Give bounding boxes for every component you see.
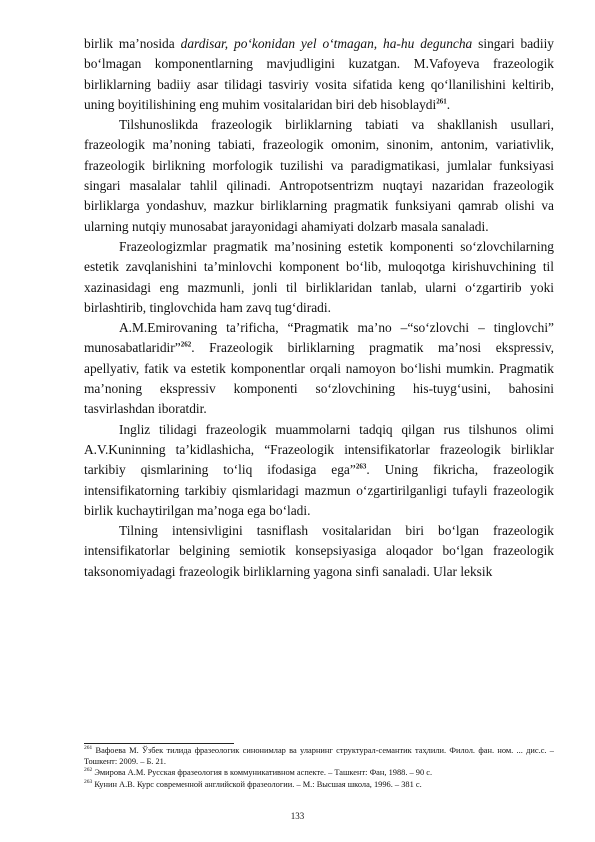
footnotes [84,745,554,790]
paragraph-5 [84,420,554,521]
paragraph-6: Tilning intensivligini tasniflash vositalaridan biri bo‘lgan frazeologik intensifikatorlar belgining semiotik konsepsiyasiga aloqador bo‘lgan frazeologik taksonomiyadagi frazeologik birliklarning yagona sinfi sanaladi. Ular leksik [84,523,554,579]
paragraph-text: A.M.Emirovaning ta’rificha, “Pragmatik ma’no –“so‘zlovchi – tinglovchi” munosabatlaridir” [84,320,554,356]
paragraph-text: . [446,96,451,112]
paragraph-text: birlik ma’nosida [84,36,181,51]
footnote-text: Эмирова А.М. Русская фразеология в коммуникативном аспекте. – Ташкент: Фан, 1988. – 90 с. [92,768,433,778]
footnote-text: Кунин А.В. Курс современной английской фразеологии. – М.: Высшая школа, 1996. – 381 с. [92,779,422,789]
italic-example-phrases: dardisar, po‘konidan yel o‘tmagan, ha-hu deguncha [180,36,473,51]
page-number: 133 [290,811,305,821]
paragraph-text: . Frazeologik birliklarning pragmatik ma’nosi ekspressiv, apellyativ, fatik va estetik komponentlar orqali namoyon bo‘lishi mumkin. Pragmatik ma’noning ekspressiv komponenti so‘zlovchining his-tuyg‘usini, bahosini tasvirlashdan iboratdir. [84,340,554,417]
footnote-number: 263 [84,778,93,785]
page-body [84,34,554,582]
footnote-number: 261 [84,745,93,752]
paragraph-2: Tilshunoslikda frazeologik birliklarning tabiati va shakllanish usullari, frazeologik ma’noning tabiati, frazeologik omonim, sinonim, antonim, variativlik, frazeologik birlikning morfologik tuzilishi va paradigmatikasi, jumlalar funksiyasi singari masalalar tahlil qilinadi. Antropotsentrizm nuqtayi nazaridan frazeologik birliklarga yondashuv, mazkur birliklarning pragmatik funksiyani qamrab olishi va ularning nutqiy munosabat jarayonidagi ahamiyati dolzarb masala sanaladi. [84,117,554,234]
paragraph-text: Ingliz tilidagi frazeologik muammolarni tadqiq qilgan rus tilshunos olimi A.V.Kuninning ta’kidlashicha, “Frazeologik intensifikatorlar frazeologik birliklar tarkibiy qismlarining to‘liq ifodasiga ega” [84,421,554,478]
footnote-divider [84,743,234,744]
footnote-263 [84,779,554,790]
paragraph-1 [84,34,554,115]
footnote-262 [84,767,554,778]
paragraph-3: Frazeologizmlar pragmatik ma’nosining estetik komponenti so‘zlovchilarning estetik zavqlanishini ta’minlovchi komponent bo‘lib, muloqotga kirishuvchining til xazinasidagi eng mazmunli, jonli til birliklaridan tanlab, ularni o‘zgartirib yoki birlashtirib, tinglovchida ham zavq tug‘diradi. [84,238,554,315]
paragraph-text: singari badiiy bo‘lmagan komponentlarning mavjudligini kuzatgan. M.Vafoyeva frazeologik birliklarning badiiy asar tilidagi tasviriy vosita sifatida keng qo‘llanilishini keltirib, uning boyitilishining eng muhim vositalaridan biri deb hisoblaydi [84,36,554,112]
paragraph-text: . Uning fikricha, frazeologik intensifikatorning tarkibiy qismlaridagi mazmun o‘zgartirilganligi tufayli frazeologik birlik kuchaytirilgan ma’noga ega bo‘ladi. [84,462,554,518]
paragraph-4 [84,318,554,419]
footnote-number: 262 [84,767,93,774]
footnote-261 [84,745,554,767]
footnote-text: Вафоева М. Ўзбек тилида фразеологик синонимлар ва уларнинг структурал-семантик таҳлили. Филол. фан. ном. ... дис.с. – Тошкент: 2009. – Б. 21. [84,746,554,767]
footnote-ref-263: 263 [355,462,367,471]
footnote-ref-262: 262 [180,340,192,349]
footnote-ref-261: 261 [436,97,447,106]
